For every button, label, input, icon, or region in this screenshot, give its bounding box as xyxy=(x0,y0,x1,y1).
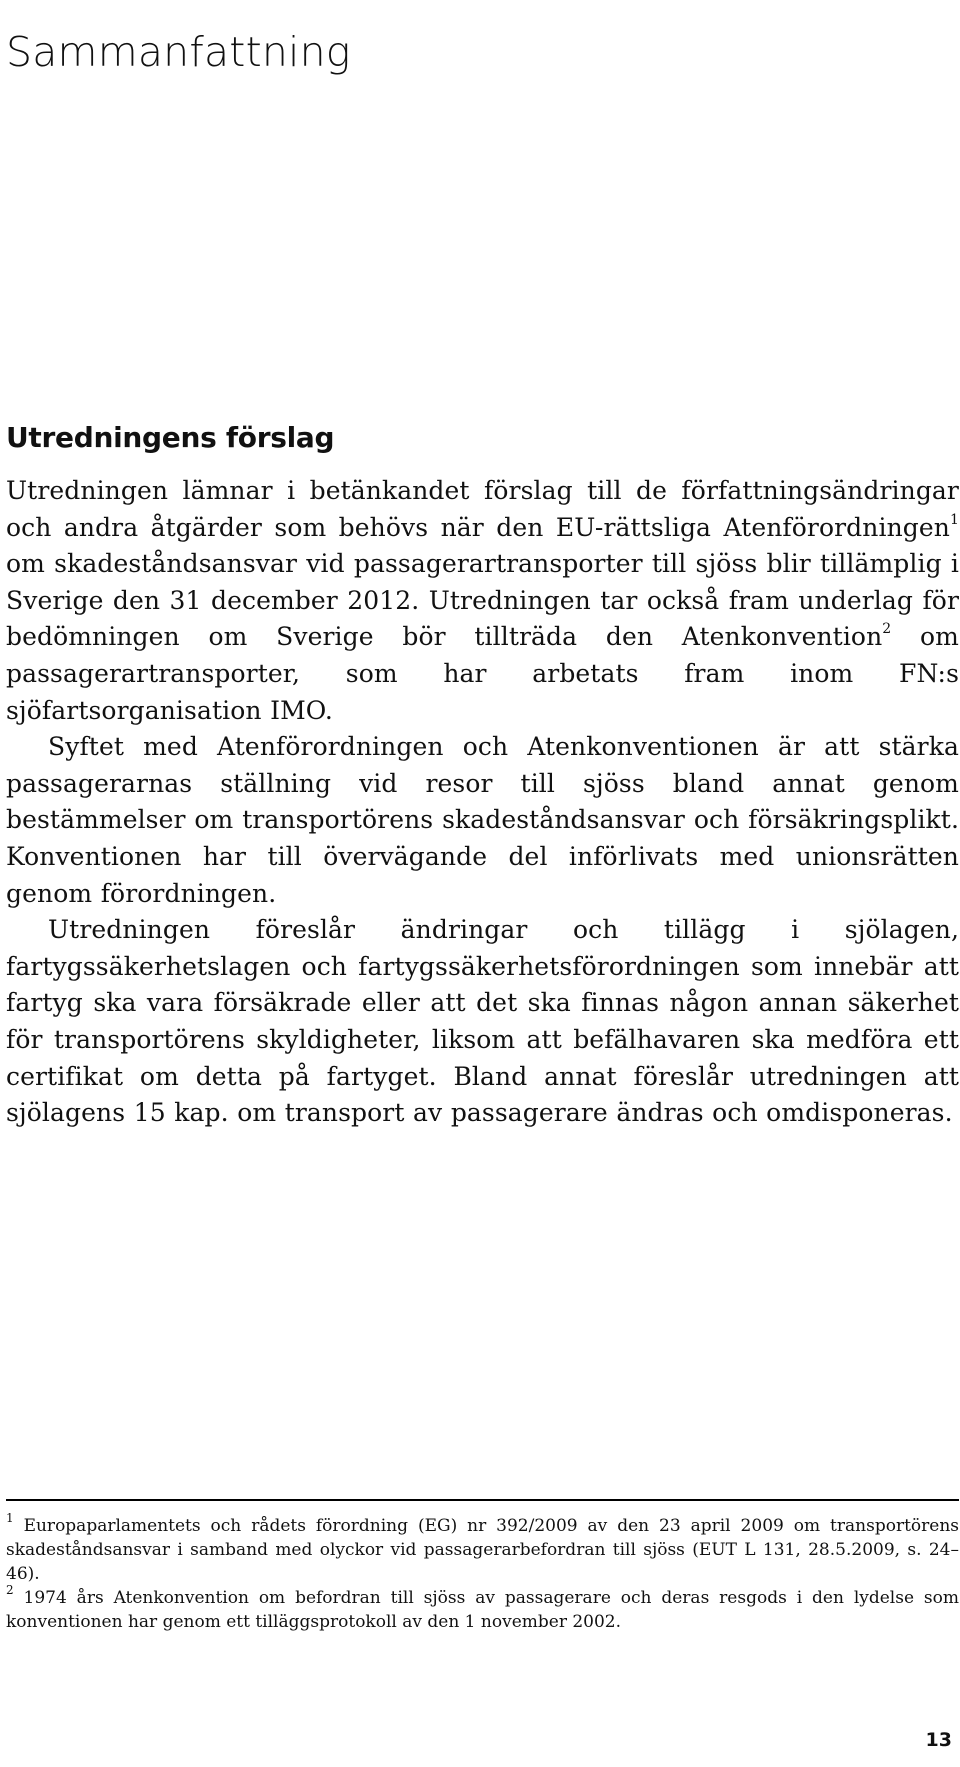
footnote-1 xyxy=(6,1511,959,1586)
footnote-number-1: 1 xyxy=(6,1511,14,1525)
page-title: Sammanfattning xyxy=(6,28,351,77)
footnote-2 xyxy=(6,1583,959,1634)
paragraph-3: Utredningen föreslår ändringar och tillägg i sjölagen, fartygssäkerhetslagen och fartygssäkerhetsförordningen som innebär att fartyg ska vara försäkrade eller att det ska finnas någon annan säkerhet för transportörens skyldigheter, liksom att befälhavaren ska medföra ett certifikat om detta på fartyget. Bland annat föreslår utredningen att sjölagens 15 kap. om transport av passagerare ändras och omdisponeras. xyxy=(6,915,959,1128)
footnote-divider xyxy=(6,1499,959,1501)
paragraph-1 xyxy=(6,473,959,729)
footnote-text-1: Europaparlamentets och rådets förordning (EG) nr 392/2009 av den 23 april 2009 om transportörens skadeståndsansvar i samband med olyckor vid passagerarbefordran till sjöss (EUT L 131, 28.5.2009, s. 24–46). xyxy=(6,1516,959,1584)
paragraph-1-text-a: Utredningen lämnar i betänkandet förslag till de författningsändringar och andra åtgärder som behövs när den EU-rättsliga Atenförordningen xyxy=(6,476,959,542)
footnote-ref-2[interactable]: 2 xyxy=(882,621,892,638)
page-number: 13 xyxy=(925,1729,952,1751)
section-heading: Utredningens förslag xyxy=(6,421,335,455)
paragraph-2: Syftet med Atenförordningen och Atenkonventionen är att stärka passagerarnas ställning vid resor till sjöss bland annat genom bestämmelser om transportörens skadeståndsansvar och försäkringsplikt. Konventionen har till övervägande del införlivats med unionsrätten genom förordningen. xyxy=(6,732,959,908)
footnote-number-2: 2 xyxy=(6,1583,14,1597)
footnotes xyxy=(6,1511,959,1634)
footnote-text-2: 1974 års Atenkonvention om befordran till sjöss av passagerare och deras resgods i den lydelse som konventionen har genom ett tilläggsprotokoll av den 1 november 2002. xyxy=(6,1588,959,1632)
body-text xyxy=(6,473,959,1132)
paragraph-1-text-b: om skadeståndsansvar vid passagerartransporter till sjöss blir tillämplig i Sverige den 31 december 2012. Utredningen tar också fram underlag för bedömningen om Sverige bör tillträda den Atenkonvention xyxy=(6,549,959,652)
paragraph-1-text-c: om passagerartransporter, som har arbetats fram inom FN:s sjöfartsorganisation IMO. xyxy=(6,622,959,725)
footnote-ref-1[interactable]: 1 xyxy=(949,511,959,528)
